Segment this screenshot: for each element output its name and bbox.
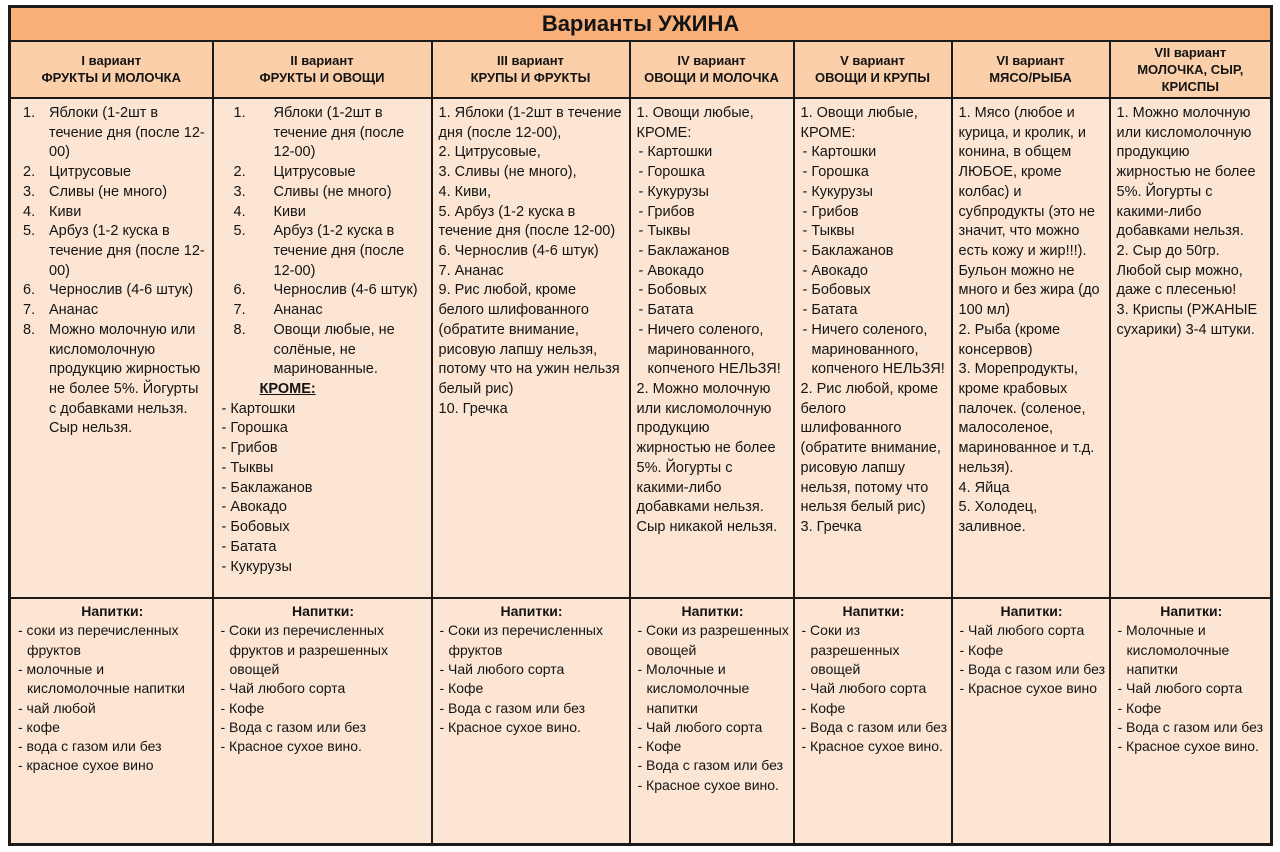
drink-item: - Чай любого сорта [801,680,927,697]
menu-item: 2. Можно молочную или кисломолочную продукцию жирностью не более 5%. Йогурты с какими-либо добавками нельзя. Сыр никакой нельзя. [636,381,778,536]
menu-item: - Ничего соленого, маринованного, копченого НЕЛЬЗЯ! [638,321,781,378]
item-text: Арбуз (1-2 куска в течение дня (после 12-00) [49,223,205,279]
menu-item [17,203,207,223]
drink-item: - Красное сухое вино. [801,738,943,755]
item-number: 3. [233,183,246,200]
drink-item: - молочные и кисломолочные напитки [18,660,186,697]
drink-item: - Чай любого сорта [1117,680,1243,697]
menu-item: - Горошка [802,164,869,181]
drinks-heading: Напитки: [842,602,905,619]
variant-label: VII вариант [1154,44,1227,60]
menu-item: 9. Рис любой, кроме белого шлифованного (обратите внимание, рисовую лапшу нельзя, потому что на ужин нельзя белый рис) [438,282,620,398]
menu-item: 1. Яблоки (1-2шт в течение дня (после 12-00), [438,104,622,141]
column-header-5 [794,41,952,98]
menu-item: 2. Рис любой, кроме белого шлифованного (обратите внимание, рисовую лапшу нельзя, потому что нельзя белый рис) [800,381,941,516]
variant-label: V вариант [840,53,905,69]
item-text: Яблоки (1-2шт в течение дня (после 12-00) [273,104,405,161]
menu-item: 3. Сливы (не много), [438,164,577,181]
menu-item: - Батата [221,538,277,555]
item-text: Арбуз (1-2 куска в течение дня (после 12-00) [273,223,405,279]
item-number: 1. [23,104,36,121]
menu-item: 1. Овощи любые, КРОМЕ: [636,104,754,141]
drinks-cell-6 [952,598,1110,845]
drinks-cell-2 [213,598,432,845]
menu-item: - Бобовых [638,282,707,299]
drinks-row [10,598,1272,845]
menu-item [220,222,426,281]
menu-item: - Горошка [638,164,705,181]
menu-body-cell-6 [952,98,1110,598]
item-text: Овощи любые, не солёные, не маринованные. [273,321,395,378]
menu-item: - Баклажанов [802,243,894,259]
menu-item [220,301,426,321]
drinks-cell-7 [1110,598,1272,845]
menu-item: - Грибов [638,203,695,220]
page-title: Варианты УЖИНА [10,7,1272,41]
item-text: Ананас [273,302,323,319]
menu-item: - Батата [638,302,694,319]
column-header-2 [213,41,432,98]
drink-item: - красное сухое вино [18,757,154,774]
item-number: 6. [23,282,36,299]
menu-item: 7. Ананас [438,262,504,279]
menu-body-cell-4 [630,98,794,598]
item-number: 7. [233,302,246,319]
variant-label: III вариант [497,53,564,69]
category-label: ОВОЩИ И КРУПЫ [814,70,931,86]
drink-item: - чай любой [18,699,96,716]
drink-item: - Красное сухое вино [959,680,1098,697]
drink-item: - Чай любого сорта [959,622,1085,639]
drink-item: - Кофе [801,699,846,716]
item-number: 4. [23,203,36,220]
menu-item [220,104,426,163]
menu-item: 10. Гречка [438,400,508,417]
menu-item: 1. Можно молочную или кисломолочную продукцию жирностью не более 5%. Йогурты с какими-либо добавками нельзя. [1116,104,1256,240]
drinks-cell-1 [10,598,213,845]
drinks-heading: Напитки: [291,602,355,619]
category-label: МЯСО/РЫБА [989,70,1072,86]
menu-item: 1. Мясо (любое и курица, и кролик, и конина, в общем ЛЮБОЕ, кроме колбас) и субпродукты (это не значит, что можно есть кожу и жир!!!). Бульон можно не много и без жира (до 100 мл) [958,104,1100,319]
menu-item [17,104,207,163]
menu-item: - Авокадо [221,499,287,516]
variant-label: VI вариант [996,53,1065,69]
drinks-heading: Напитки: [681,602,744,619]
item-text: Яблоки (1-2шт в течение дня (после 12-00) [49,104,205,161]
menu-item: 1. Овощи любые, КРОМЕ: [800,104,918,141]
drink-item: - Вода с газом или без [220,718,367,735]
menu-item: - Баклажанов [221,479,313,496]
menu-item [220,203,426,223]
menu-item: 2. Цитрусовые, [438,144,541,161]
menu-item: 4. Яйца [958,479,1010,496]
column-header-1 [10,41,213,98]
item-number: 3. [23,183,36,200]
drinks-heading: Напитки: [500,602,563,619]
column-header-3 [432,41,630,98]
drink-item: - Вода с газом или без [637,757,784,774]
drink-item: - Молочные и кисломолочные напитки [637,660,750,716]
menu-body-cell-5 [794,98,952,598]
menu-item: - Тыквы [802,223,855,240]
item-number: 2. [23,164,36,181]
krome-label: КРОМЕ: [259,381,316,398]
drink-item: - Чай любого сорта [220,680,346,697]
menu-item [220,281,426,301]
menu-item: - Картошки [221,400,296,417]
column-header-6 [952,41,1110,98]
item-number: 8. [23,321,36,338]
drink-item: - Чай любого сорта [637,718,763,735]
item-number: 1. [233,104,246,121]
drink-item: - Соки из разрешенных овощей [801,622,900,677]
drink-item: - вода с газом или без [18,738,162,755]
dinner-options-table [8,5,1273,846]
item-text: Чернослив (4-6 штук) [273,282,418,299]
menu-item: - Авокадо [802,262,868,279]
drink-item: - Кофе [1117,699,1162,716]
menu-item: 3. Криспы (РЖАНЫЕ сухарики) 3-4 штуки. [1116,302,1258,338]
menu-item [220,183,426,203]
menu-item [17,163,207,183]
item-text: Киви [49,203,82,220]
category-label: ФРУКТЫ И ОВОЩИ [259,70,385,86]
drink-item: - Кофе [637,738,682,755]
item-number: 7. [23,302,36,319]
menu-item: - Тыквы [221,459,274,476]
menu-item: - Баклажанов [638,243,730,259]
drink-item: - кофе [18,718,60,735]
menu-body-cell-7 [1110,98,1272,598]
item-number: 5. [23,223,36,240]
menu-item: 2. Рыба (кроме консервов) [958,321,1061,358]
variant-label: IV вариант [677,53,746,69]
menu-item [220,321,426,380]
drink-item: - Вода с газом или без [801,718,948,735]
menu-item [17,301,207,321]
drink-item: - Соки из разрешенных овощей [637,622,789,658]
item-text: Цитрусовые [49,164,132,181]
column-header-7 [1110,41,1272,98]
drink-item: - Кофе [439,680,484,697]
drink-item: - Красное сухое вино. [220,738,362,755]
menu-body-cell-2 [213,98,432,598]
menu-item: 4. Киви, [438,183,491,200]
category-label: ФРУКТЫ И МОЛОЧКА [41,70,181,86]
category-label: МОЛОЧКА, СЫР, КРИСПЫ [1137,61,1244,94]
menu-item: - Горошка [221,420,288,437]
menu-item: - Кукурузы [221,558,292,575]
menu-item: 2. Сыр до 50гр. Любой сыр можно, даже с плесенью! [1116,243,1243,299]
menu-body-cell-3 [432,98,630,598]
item-number: 4. [233,203,246,220]
item-text: Сливы (не много) [49,183,168,200]
menu-item: 5. Холодец, заливное. [958,499,1038,536]
drink-item: - Соки из перечисленных фруктов и разрешенных овощей [220,622,388,677]
menu-body-cell-1 [10,98,213,598]
variant-label: II вариант [290,53,354,69]
drink-item: - Кофе [220,699,265,716]
drinks-cell-3 [432,598,630,845]
menu-item: - Бобовых [802,282,871,299]
item-number: 5. [233,223,246,240]
menu-item [17,183,207,203]
menu-item: - Батата [802,302,858,319]
menu-item: - Авокадо [638,262,704,279]
drink-item: - Красное сухое вино. [439,718,581,735]
drink-item: - Вода с газом или без [1117,718,1264,735]
menu-item: - Грибов [221,440,278,457]
menu-item: 5. Арбуз (1-2 куска в течение дня (после 12-00) [438,203,616,240]
menu-item [17,281,207,301]
menu-item [220,163,426,183]
drink-item: - Вода с газом или без [439,699,586,716]
item-number: 8. [233,321,246,338]
drinks-cell-5 [794,598,952,845]
item-text: Сливы (не много) [273,183,392,200]
drinks-heading: Напитки: [1160,602,1223,619]
item-text: Цитрусовые [273,164,356,181]
menu-item: - Бобовых [221,519,290,536]
variant-label: I вариант [81,53,142,69]
title-row [10,7,1272,41]
menu-item: - Картошки [802,144,877,161]
menu-item: 6. Чернослив (4-6 штук) [438,243,599,259]
menu-item: - Тыквы [638,223,691,240]
drink-item: - Чай любого сорта [439,660,565,677]
menu-item: - Кукурузы [638,183,709,200]
column-headers-row [10,41,1272,98]
item-text: Можно молочную или кисломолочную продукцию жирностью не более 5%. Йогурты с добавками нельзя. Сыр нельзя. [49,321,201,437]
menu-item: - Ничего соленого, маринованного, копченого НЕЛЬЗЯ! [802,321,945,378]
category-label: КРУПЫ И ФРУКТЫ [470,70,591,86]
item-text: Ананас [49,302,99,319]
item-number: 6. [233,282,246,299]
menu-body-row [10,98,1272,598]
drink-item: - соки из перечисленных фруктов [18,622,179,658]
menu-item: - Грибов [802,203,859,220]
item-text: Киви [273,203,306,220]
menu-item [17,222,207,281]
category-label: ОВОЩИ И МОЛОЧКА [644,70,779,86]
drink-item: - Вода с газом или без [959,660,1106,677]
menu-item: 3. Гречка [800,519,862,536]
menu-item: 3. Морепродукты, кроме крабовых палочек. (соленое, малосоленое, маринованное и т.д. нельзя). [958,361,1095,476]
drink-item: - Кофе [959,641,1004,658]
item-number: 2. [233,164,246,181]
item-text: Чернослив (4-6 штук) [49,282,194,299]
menu-item: - Кукурузы [802,183,873,200]
menu-item [17,321,207,439]
drink-item: - Соки из перечисленных фруктов [439,622,603,658]
drinks-heading: Напитки: [81,602,144,619]
column-header-4 [630,41,794,98]
drinks-cell-4 [630,598,794,845]
drinks-heading: Напитки: [1000,602,1063,619]
drink-item: - Красное сухое вино. [1117,738,1259,755]
drink-item: - Молочные и кисломолочные напитки [1117,622,1230,677]
menu-item: - Картошки [638,144,713,161]
drink-item: - Красное сухое вино. [637,776,779,793]
